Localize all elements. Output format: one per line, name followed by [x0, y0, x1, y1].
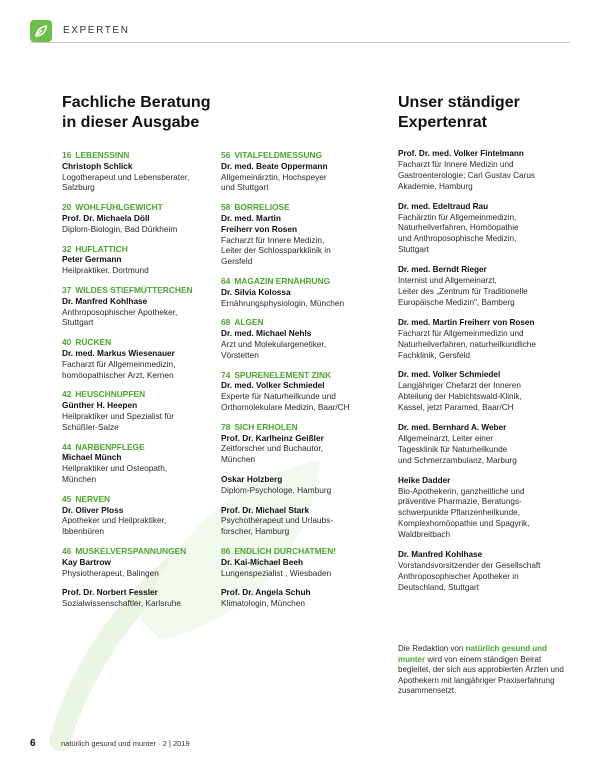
expert-name: Kay Bartrow [62, 556, 111, 567]
expert-description: Lungenspezialist , Wiesbaden [221, 567, 332, 578]
topic-page-number: 20 [62, 202, 72, 213]
expert-name: Dr. med. Bernhard A. Weber [398, 423, 507, 433]
topic-title: WILDES STIEFMÜTTERCHEN [75, 284, 193, 295]
topic-heading [221, 422, 371, 433]
issue-experts-column-2 [221, 150, 371, 618]
expert-name: Dr. med. Martin Freiherr von Rosen [398, 317, 535, 327]
expert-description: Langjähriger Chefarzt der Inneren Abteilung der Habichtswald-Klinik, Kassel, jetzt Paramed, Baar/CH [398, 381, 522, 413]
expert-entry [398, 550, 573, 594]
topic-heading [221, 150, 371, 161]
expert-name: Dr. Kai-Michael Beeh [221, 556, 304, 567]
expert-entry [398, 149, 573, 193]
expert-description: Facharzt für Allgemeinmedizin und Naturheilverfahren, naturheilkundliche Fachklinik, Gersfeld [398, 328, 536, 360]
expert-name: Günther H. Heepen [62, 400, 138, 411]
topic-title: HEUSCHNUPFEN [75, 389, 146, 400]
expert-name: Dr. Silvia Kolossa [221, 286, 291, 297]
publication-info: natürlich gesund und munter · 2 | 2019 [61, 739, 190, 748]
expert-entry [398, 202, 573, 257]
expert-name: Michael Münch [62, 452, 122, 463]
expert-entry [398, 370, 573, 414]
editorial-note [398, 644, 573, 697]
topic-page-number: 40 [62, 337, 72, 348]
issue-expert-entry [221, 276, 371, 308]
topic-heading [62, 285, 212, 296]
issue-expert-entry [221, 505, 371, 537]
expert-name: Prof. Dr. Michael Stark [221, 504, 310, 515]
expert-description: Physiotherapeut, Balingen [62, 567, 159, 578]
expert-description: Apotheker und Heilpraktiker, Ibbenbüren [62, 515, 167, 537]
topic-heading [62, 546, 212, 557]
expert-name: Dr. med. Berndt Rieger [398, 265, 487, 275]
right-heading: Unser ständiger Expertenrat [398, 94, 520, 131]
topic-heading [221, 317, 371, 328]
page-number: 6 [30, 738, 36, 749]
expert-name: Dr. med. Martin Freiherr von Rosen [221, 212, 298, 234]
expert-entry [398, 265, 573, 309]
expert-name: Peter Germann [62, 254, 122, 265]
expert-description: Vorstandsvorsitzender der Gesellschaft Anthroposophischer Apotheker in Deutschland, Stuttgart [398, 561, 541, 592]
topic-page-number: 78 [221, 421, 231, 432]
expert-description: Zeitforscher und Buchautor, München [221, 443, 323, 465]
expert-name: Christoph Schlick [62, 160, 133, 171]
issue-expert-entry [62, 150, 212, 193]
expert-name: Dr. med. Markus Wiesenauer [62, 347, 175, 358]
expert-description: Diplom-Biologin, Bad Dürkheim [62, 223, 178, 234]
topic-page-number: 32 [62, 243, 72, 254]
expert-description: Allgemeinärztin, Hochspeyer und Stuttgart [221, 171, 327, 193]
expert-entry [398, 476, 573, 541]
expert-description: Anthroposophischer Apotheker, Stuttgart [62, 306, 178, 328]
topic-page-number: 44 [62, 441, 72, 452]
issue-expert-entry [62, 202, 212, 234]
expert-description: Experte für Naturheilkunde und Orthomolekulare Medizin, Baar/CH [221, 391, 350, 412]
topic-page-number: 58 [221, 202, 231, 213]
topic-heading [62, 202, 212, 213]
topic-heading [62, 389, 212, 400]
issue-expert-entry [221, 150, 371, 193]
topic-heading [62, 442, 212, 453]
topic-title: NERVEN [75, 493, 111, 504]
expert-name: Prof. Dr. Michaela Döll [62, 212, 150, 223]
expert-description: Psychotherapeut und Urlaubs- forscher, Hamburg [221, 515, 334, 537]
topic-heading [62, 337, 212, 348]
topic-page-number: 16 [62, 150, 72, 160]
topic-title: SPURENELEMENT ZINK [234, 369, 332, 380]
expert-entry [398, 318, 573, 362]
page-footer [30, 736, 570, 756]
issue-expert-entry [62, 389, 212, 432]
leaf-icon [30, 20, 52, 42]
topic-page-number: 46 [62, 545, 72, 556]
issue-expert-entry [62, 546, 212, 578]
expert-name: Prof. Dr. Angela Schuh [221, 587, 311, 598]
topic-title: MAGAZIN ERNÄHRUNG [234, 275, 331, 286]
topic-title: SICH ERHOLEN [234, 421, 298, 432]
left-heading: Fachliche Beratung in dieser Ausgabe [62, 94, 211, 131]
expert-description: Bio-Apothekerin, ganzheitliche und präventive Pharmazie, Beratungs- schwerpunkte Pflanzenheilkunde, Komplexhomöopathie und Spagyrik, Waldbreitbach [398, 486, 530, 540]
expert-council-list [398, 149, 573, 603]
topic-heading [221, 276, 371, 287]
issue-expert-entry [221, 474, 371, 496]
magazine-name-highlight: natürlich gesund und munter [398, 644, 547, 664]
topic-title: LEBENSSINN [75, 150, 130, 160]
issue-expert-entry [221, 202, 371, 267]
expert-description: Facharzt für Innere Medizin und Gastroenterologie; Carl Gustav Carus Akademie, Hamburg [398, 159, 535, 191]
expert-description: Sozialwissenschaftler, Karlsruhe [62, 598, 181, 609]
topic-page-number: 64 [221, 275, 231, 286]
topic-heading [62, 150, 212, 161]
expert-description: Heilpraktiker und Osteopath, München [62, 463, 168, 484]
topic-title: HUFLATTICH [75, 243, 128, 254]
issue-expert-entry [62, 494, 212, 537]
topic-title: RÜCKEN [75, 337, 112, 348]
topic-heading [62, 494, 212, 505]
expert-name: Dr. Manfred Kohlhase [398, 550, 483, 560]
topic-title: WOHLFÜHLGEWICHT [75, 202, 163, 213]
expert-name: Oskar Holzberg [221, 473, 283, 484]
issue-expert-entry [62, 244, 212, 276]
expert-entry [398, 423, 573, 467]
expert-description: Facharzt für Innere Medizin, Leiter der Schlossparkklinik in Gersfeld [221, 234, 331, 267]
topic-heading [221, 546, 371, 557]
expert-description: Heilpraktiker, Dortmund [62, 265, 149, 276]
topic-title: VITALFELDMESSUNG [234, 150, 323, 160]
expert-description: Allgemeinarzt, Leiter einer Tagesklinik für Naturheilkunde und Schmerzambulanz, Marburg [398, 433, 517, 465]
note-text-after: wird von einem ständigen Beirat begleitet, der sich aus approbierten Ärzten und Apothekern mit langjähriger Praxiserfahrung zusammensetzt. [398, 654, 564, 696]
topic-title: NARBENPFLEGE [75, 441, 145, 452]
topic-heading [62, 244, 212, 255]
page-header [30, 20, 570, 44]
expert-name: Dr. med. Beate Oppermann [221, 160, 328, 171]
issue-expert-entry [62, 337, 212, 380]
note-text-before: Die Redaktion von [398, 644, 466, 653]
issue-expert-entry [62, 587, 212, 609]
expert-description: Heilpraktiker und Spezialist für Schüßler-Salze [62, 410, 175, 432]
section-label: EXPERTEN [63, 25, 130, 36]
topic-page-number: 37 [62, 284, 72, 295]
issue-expert-entry [221, 317, 371, 360]
expert-name: Dr. med. Edeltraud Rau [398, 201, 489, 211]
issue-experts-column-1 [62, 150, 212, 618]
expert-name: Dr. med. Michael Nehls [221, 328, 312, 339]
topic-title: ENDLICH DURCHATMEN! [234, 545, 337, 556]
issue-expert-entry [221, 422, 371, 465]
topic-page-number: 42 [62, 389, 72, 400]
expert-description: Arzt und Molekulargenetiker, Vörstetten [221, 338, 327, 360]
topic-page-number: 45 [62, 493, 72, 504]
topic-page-number: 86 [221, 545, 231, 556]
issue-expert-entry [62, 285, 212, 328]
expert-description: Fachärztin für Allgemeinmedizin, Naturheilverfahren, Homöopathie und Anthroposophische Medizin, Stuttgart [398, 212, 519, 255]
expert-name: Dr. med. Volker Schmiedel [398, 370, 501, 380]
issue-expert-entry [62, 442, 212, 485]
expert-name: Dr. Oliver Ploss [62, 504, 124, 515]
expert-name: Dr. med. Volker Schmiedel [221, 380, 325, 391]
expert-description: Ernährungsphysiologin, München [221, 297, 345, 308]
issue-expert-entry [221, 587, 371, 609]
issue-expert-entry [221, 370, 371, 413]
expert-name: Prof. Dr. Karlheinz Geißler [221, 432, 324, 443]
expert-description: Logotherapeut und Lebensberater, Salzburg [62, 171, 190, 193]
expert-name: Prof. Dr. med. Volker Fintelmann [398, 149, 524, 158]
expert-description: Facharzt für Allgemeinmedizin, homöopathischer Arzt, Kernen [62, 358, 176, 380]
expert-description: Diplom-Psychologe, Hamburg [221, 484, 332, 495]
topic-page-number: 68 [221, 317, 231, 328]
topic-heading [221, 370, 371, 381]
expert-description: Klimatologin, München [221, 598, 305, 609]
expert-name: Heike Dadder [398, 475, 451, 485]
topic-page-number: 74 [221, 369, 231, 380]
expert-name: Dr. Manfred Kohlhase [62, 295, 148, 306]
topic-title: MUSKELVERSPANNUNGEN [75, 545, 187, 556]
topic-title: BORRELIOSE [234, 202, 290, 213]
header-divider [30, 42, 570, 43]
issue-expert-entry [221, 546, 371, 578]
topic-heading [221, 202, 371, 213]
topic-title: ALGEN [234, 317, 264, 328]
expert-description: Internist und Allgemeinarzt, Leiter des „Zentrum für Traditionelle Europäische Medizin", Bamberg [398, 276, 528, 307]
expert-name: Prof. Dr. Norbert Fessler [62, 587, 158, 598]
topic-page-number: 56 [221, 150, 231, 160]
